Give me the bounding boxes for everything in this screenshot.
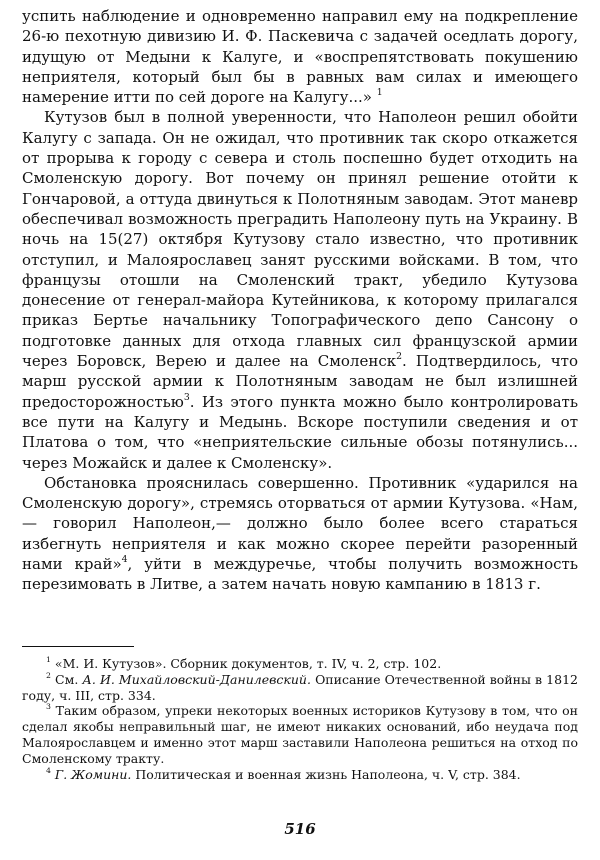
paragraph-1: успить наблюдение и одновременно направил ему на подкрепление 26-ю пехотную дивизию И. Ф. Паскевича с задачей оседлать дорогу, идущую от Медыни к Калуге, и «воспрепятствовать покушению неприятеля, который был бы в равных вам силах и имеющего намерение итти по сей дороге на Калугу...» $^1$ (22, 7, 578, 107)
footnote-3: $^3$ Таким образом, упреки некоторых военных историков Кутузову в том, что он сделал якобы неправильный шаг, не имеют никаких оснований, ибо неудача под Малоярославцем и именно этот марш заставили Наполеона решиться на отход по Смоленскому тракту. (22, 702, 579, 766)
paragraph-2: Кутузов был в полной уверенности, что Наполеон решил обойти Калугу с запада. Он не ожидал, что противник так скоро откажется от прорыва к городу с севера и столь поспешно будет отходить на Смоленскую дорогу. Вот почему он принял решение отойти к Гончаровой, а оттуда двинуться к Полотняным заводам. Этот маневр обеспечивал возможность преградить Наполеону путь на Украину. В ночь на 15(27) октября Кутузову стало известно, что противник отступил, и Малоярославец занят русскими войсками. В том, что французы отошли на Смоленский тракт, убедило Кутузова донесение от генерал-майора Кутейникова, к которому прилагался приказ Бертье начальнику Топографического депо Сансону о подготовке данных для отхода главных сил французской армии через Боровск, Верею и далее на Смоленск$^2$. Подтвердилось, что марш русской армии к Полотняным заводам не был излишней предосторожностью$^3$. Из этого пункта можно было контролировать все пути на Калугу и Медынь. Вскоре поступили сведения и от Платова о том, что «неприятельские сильные обозы потянулись... через Можайск и далее к Смоленску». (22, 108, 579, 472)
footnote-author: А. И. Михайловский-Данилевский. (82, 671, 311, 687)
main-text (22, 6, 578, 595)
footnote-ref-1[interactable]: 1 (376, 87, 383, 99)
footnote-separator (22, 646, 134, 647)
footnote-4: $^4$ Г. Жомини. Политическая и военная жизнь Наполеона, ч. V, стр. 384. (46, 765, 521, 782)
footnote-2: $^2$ См. А. И. Михайловский-Данилевский. Описание Отечественной войны в 1812 году, ч. III, стр. 334. (22, 670, 578, 703)
footnote-ref-3[interactable]: 3 (183, 391, 190, 403)
paragraph-3: Обстановка прояснилась совершенно. Противник «ударился на Смоленскую дорогу», стремясь оторваться от армии Кутузова. «Нам,— говорил Наполеон,— должно было более всего стараться избегнуть неприятеля и как можно скорее перейти разоренный нами край»$^4$, уйти в междуречье, чтобы получить возможность перезимовать в Литве, а затем начать новую кампанию в 1813 г. (22, 473, 579, 594)
page-number: 516 (284, 820, 316, 838)
footnote-ref-4[interactable]: 4 (121, 554, 128, 566)
footnote-author: Г. Жомини. (54, 766, 132, 782)
footnote-ref-2[interactable]: 2 (396, 351, 403, 363)
footnote-1: $^1$ «М. И. Кутузов». Сборник документов, т. IV, ч. 2, стр. 102. (46, 655, 442, 671)
footnotes (22, 656, 578, 782)
